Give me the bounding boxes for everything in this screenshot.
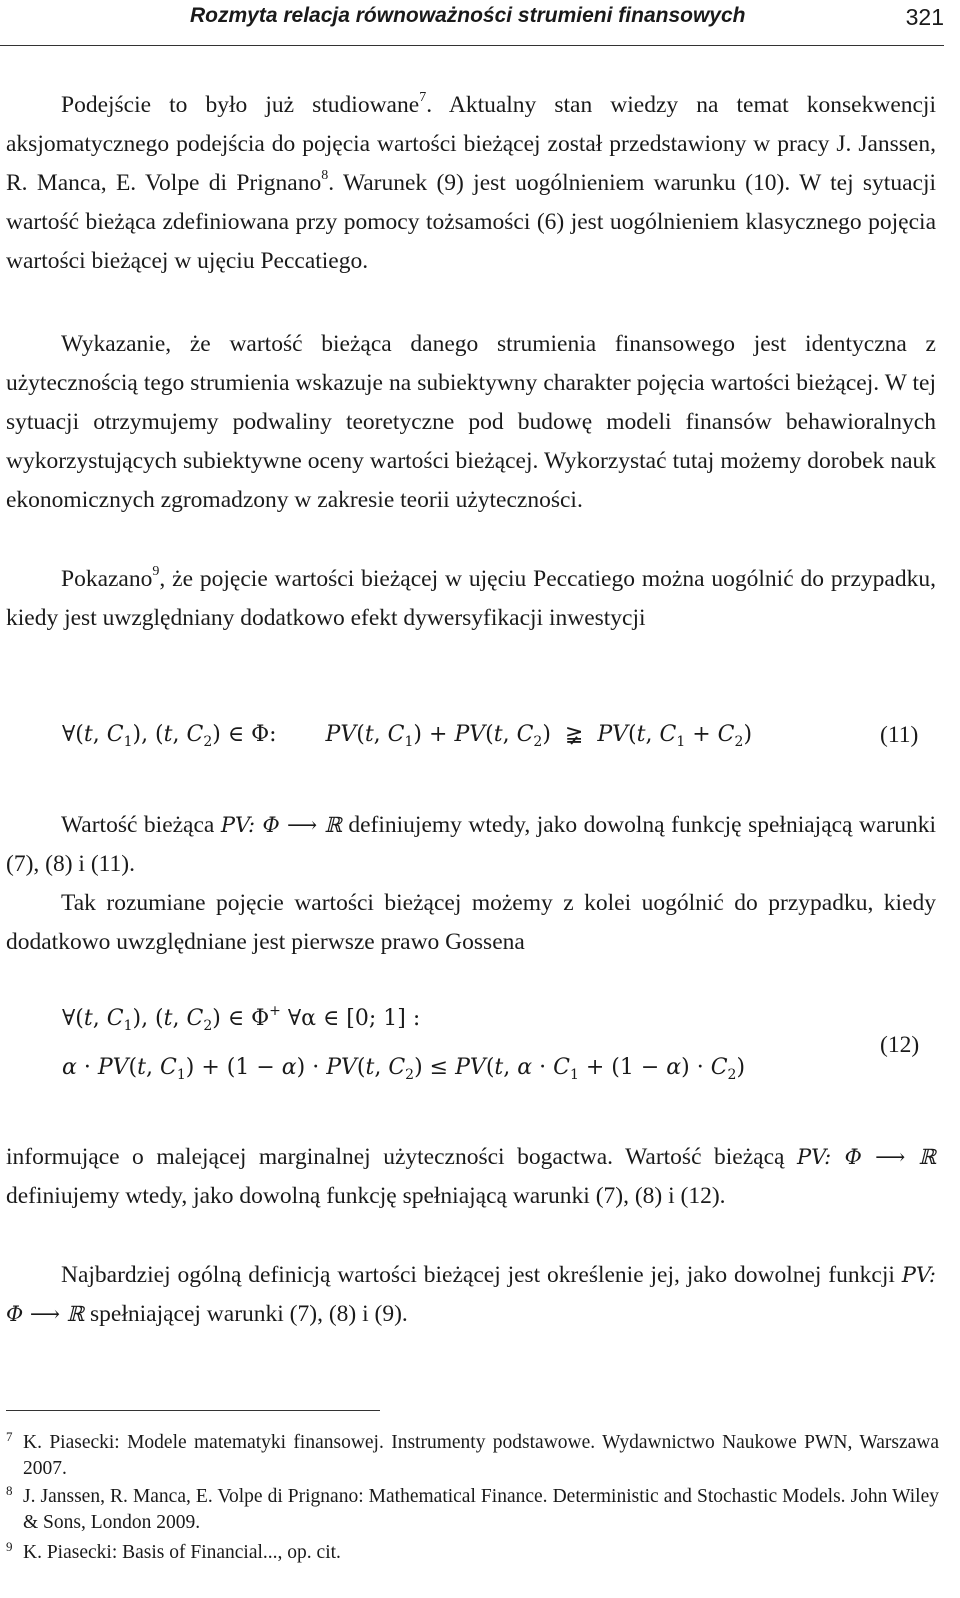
equation-11: ∀(t, $C_1$), (t, $C_2$) ∈ Φ: PV(t, $C_1) + PV(t$, $C_2$) ≩ PV(t, $C_1 + C_2$) [62,722,753,750]
paragraph-1: Podejście to było już studiowane$^7$. Aktualny stan wiedzy na temat konsekwencji aksjomatycznego podejścia do pojęcia wartości bieżącej został przedstawiony w pracy J. Janssen, R. Manca, E. Volpe di Prignano$^8$. Warunek (9) jest uogólnieniem warunku (10). W tej sytuacji wartość bieżąca zdefiniowana przy pomocy tożsamości (6) jest uogólnieniem klasycznego pojęcia wartości bieżącej w ujęciu Peccatiego. [6,90,936,274]
footnote-number: 9 [6,1539,13,1554]
equation-11-number: (11) [880,722,919,748]
footnote-text: J. Janssen, R. Manca, E. Volpe di Prignano: Mathematical Finance. Deterministic and Stochastic Models. John Wiley & Sons, London 2009. [23,1486,939,1533]
paragraph-7: Najbardziej ogólną definicją wartości bieżącej jest określenie jej, jako dowolnej funkcji PV: Φ ⟶ ℝ spełniającej warunki (7), (8) i (9). [6,1262,936,1327]
equation-12-number: (12) [880,1032,920,1058]
paragraph-3: Pokazano$^9$, że pojęcie wartości bieżącej w ujęciu Peccatiego można uogólnić do przypadku, kiedy jest uwzględniany dodatkowo efekt dywersyfikacji inwestycji [6,564,936,631]
equation-12-line-1: ∀(t, $C_1$), (t, $C_2$) ∈ Φ+ ∀α ∈ [0; 1] : [62,1003,421,1034]
paragraph-5: Tak rozumiane pojęcie wartości bieżącej możemy z kolei uogólnić do przypadku, kiedy dodatkowo uwzględniane jest pierwsze prawo Gossena [6,890,936,955]
footnote-ref-7: 7 [419,90,427,105]
pv-mapping: PV: Φ ⟶ ℝ [797,1145,937,1169]
footnote-number: 8 [6,1483,13,1498]
header-rule [0,45,944,46]
footnote-text: K. Piasecki: Modele matematyki finansowej. Instrumenty podstawowe. Wydawnictwo Naukowe PWN, Warszawa 2007. [23,1432,939,1479]
footnote-number: 7 [6,1429,13,1444]
running-header [0,0,960,50]
footnote-rule [6,1410,380,1411]
footnote-text: K. Piasecki: Basis of Financial..., op. cit. [23,1542,341,1563]
running-title: Rozmyta relacja równoważności strumieni finansowych [190,4,746,27]
footnote-ref-8: 8 [321,168,329,183]
footnote-ref-9: 9 [152,564,160,579]
pv-mapping: PV: Φ ⟶ ℝ [6,1263,936,1326]
pv-mapping: PV: Φ ⟶ ℝ [220,813,342,837]
paragraph-2: Wykazanie, że wartość bieżąca danego strumienia finansowego jest identyczna z użytecznością tego strumienia wskazuje na subiektywny charakter pojęcia wartości bieżącej. W tej sytuacji otrzymujemy podwaliny teoretyczne pod budowę modeli finansów behawioralnych wykorzystujących subiektywne oceny wartości bieżącej. Wykorzystać tutaj możemy dorobek nauk ekonomicznych zgromadzony w zakresie teorii użyteczności. [6,331,936,513]
paragraph-4: Wartość bieżąca PV: Φ ⟶ ℝ definiujemy wtedy, jako dowolną funkcję spełniającą warunki (7), (8) i (11). [6,812,937,877]
page-number: 321 [905,4,944,30]
equation-12-line-2: α · PV(t, $C_1) + (1 - \alpha) \cdot PV(t$, $C_2) \le PV(t$, $\alpha \cdot C_1 + (1 - \alpha) \cdot C_2$) [62,1055,746,1083]
paragraph-6: informujące o malejącej marginalnej użyteczności bogactwa. Wartość bieżącą PV: Φ ⟶ ℝ definiujemy wtedy, jako dowolną funkcję spełniającą warunki (7), (8) i (12). [6,1144,937,1209]
